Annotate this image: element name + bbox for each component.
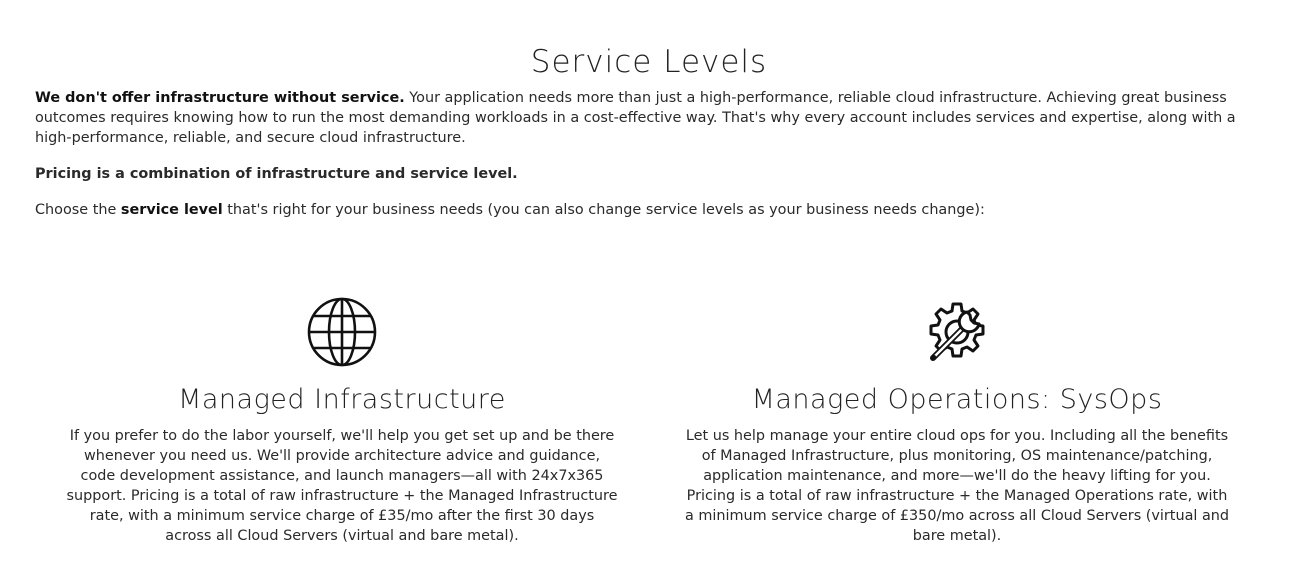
service-description: Let us help manage your entire cloud ops for you. Including all the benefits of Managed Infrastructure, plus monitoring, OS maintenance/patching, application maintenance, and more—we'll do the heavy lifting for you. Pricing is a total of raw infrastructure + the Managed Operations rate, with a minimum service charge of £350/mo across all Cloud Servers (virtual and bare metal). bbox=[684, 428, 1230, 544]
service-card-managed-infrastructure bbox=[62, 296, 622, 546]
intro-lead-bold: We don't offer infrastructure without service. bbox=[35, 90, 405, 106]
intro-paragraph bbox=[35, 88, 1267, 148]
globe-icon bbox=[306, 296, 378, 368]
service-level-bold: service level bbox=[120, 202, 223, 218]
page-title: Service Levels bbox=[530, 44, 768, 80]
gear-wrench-icon bbox=[921, 296, 993, 368]
choose-service-paragraph bbox=[35, 200, 1267, 220]
pricing-statement: Pricing is a combination of infrastructure and service level. bbox=[35, 166, 518, 182]
service-title: Managed Infrastructure bbox=[178, 384, 506, 415]
choose-text-after: that's right for your business needs (you can also change service levels as your business needs change): bbox=[222, 202, 985, 218]
service-description: If you prefer to do the labor yourself, we'll help you get set up and be there whenever you need us. We'll provide architecture advice and guidance, code development assistance, and launch managers—all with 24x7x365 support. Pricing is a total of raw infrastructure + the Managed Infrastructure rate, with a minimum service charge of £35/mo after the first 30 days across all Cloud Servers (virtual and bare metal). bbox=[66, 428, 618, 544]
intro-lead-text: Your application needs more than just a high-performance, reliable cloud infrastructure. Achieving great business outcomes requires knowing how to run the most demanding workloads in a cost-effective way. That's why every account includes services and expertise, along with a high-performance, reliable, and secure cloud infrastructure. bbox=[35, 90, 1236, 146]
choose-text-before: Choose the bbox=[35, 202, 121, 218]
service-card-managed-operations bbox=[677, 296, 1237, 546]
service-title: Managed Operations: SysOps bbox=[751, 384, 1163, 415]
